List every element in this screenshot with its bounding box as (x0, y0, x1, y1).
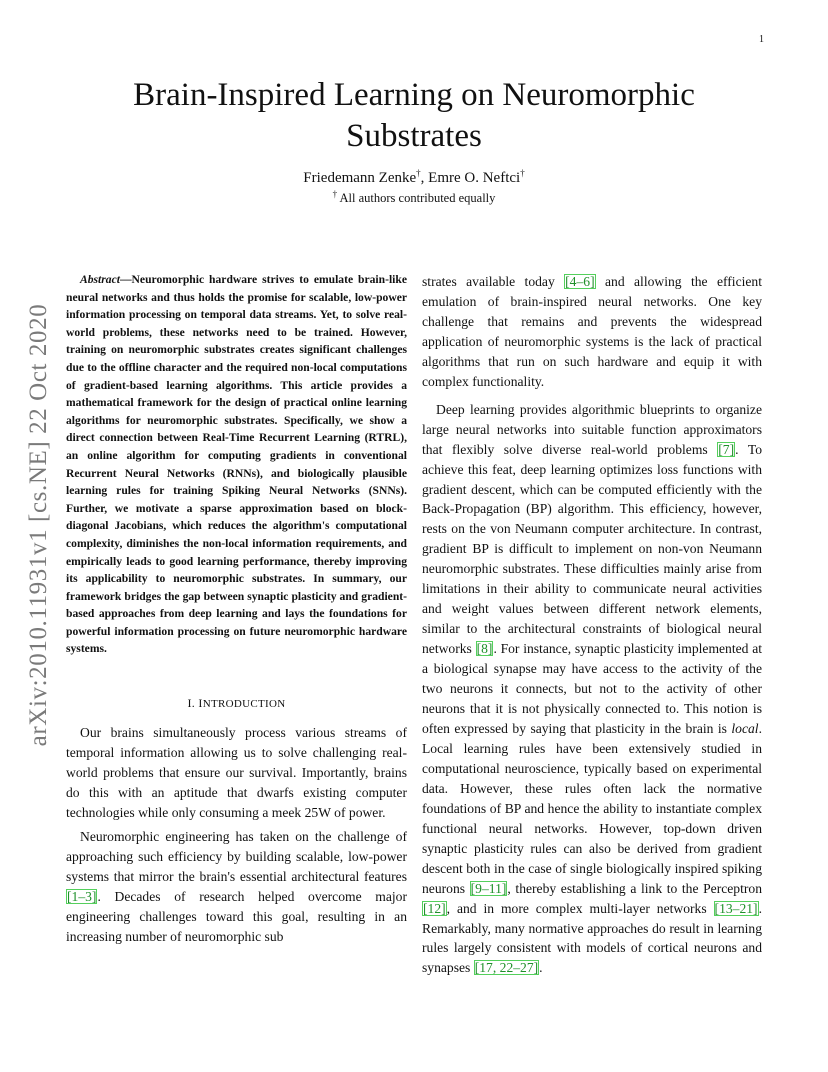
dagger-mark: † (520, 168, 525, 178)
page-number: 1 (759, 34, 764, 45)
abstract (66, 271, 407, 658)
citation-link[interactable]: [4–6] (565, 274, 595, 289)
paragraph-text: and allowing the efficient emulation of brain-inspired neural networks. One key challenge that remains and prevents the widespread application of neuromorphic systems is the lack of practical algorithms that run on such hardware and equip it with complex functionality. (422, 274, 763, 389)
emphasis-text: local (731, 720, 759, 736)
paragraph-text: strates available today (422, 274, 565, 289)
citation-link[interactable]: [17, 22–27] (474, 960, 539, 976)
paragraph-text: Deep learning provides algorithmic blueprints to organize large neural networks into suitable function approximators that flexibly solve diverse real-world problems (422, 401, 762, 457)
intro-paragraph-3 (422, 400, 762, 979)
arxiv-identifier: arXiv:2010.11931v1 [cs.NE] 22 Oct 2020 (25, 303, 52, 747)
citation-link[interactable]: [13–21] (714, 900, 758, 916)
left-column (66, 271, 407, 947)
title-line-1: Brain-Inspired Learning on Neuromorphic (133, 77, 695, 113)
paragraph-text: . For instance, synaptic plasticity implemented at a biological synapse may have access to the activity of the two neurons it connects, but not to the activity of other neurons that it is not physically connected to. This notion is often expressed by saying that plasticity in the brain is (422, 641, 762, 736)
paragraph-text: , thereby establishing a link to the Perceptron (507, 880, 763, 896)
paragraph-text: Neuromorphic engineering has taken on the challenge of approaching such efficiency by building scalable, low-power systems that mirror the brain's essential architectural features (66, 828, 407, 884)
paragraph-text: . To achieve this feat, deep learning optimizes loss functions with gradient descent, which can be computed efficiently with the Back-Propagation (BP) algorithm. This efficiency, however, rests on the von Neumann computer architecture. In contrast, gradient BP is difficult to implement on non-von Neumann neuromorphic substrates. These difficulties mainly arise from limitations in their ability to communicate neural activities and weight values between different network elements, similar to the architectural constraints of biological neural networks (422, 441, 763, 657)
section-rest: NTRODUCTION (202, 698, 286, 711)
intro-paragraph-1: Our brains simultaneously process various streams of temporal information allowing us to solve challenging real-world problems that ensure our survival. Importantly, brains do this with an aptitude that dwarfs existing computer technologies while only consuming a meek 25W of power. (66, 725, 407, 820)
abstract-label: Abstract (80, 273, 120, 286)
paragraph-text: . Decades of research helped overcome major engineering challenges toward this goal, resulting in an increasing number of neuromorphic sub (66, 888, 407, 944)
paragraph-text: . Local learning rules have been extensively studied in computational neuroscience, typically based on experimental data. However, these rules often lack the normative foundations of BP and hence the ability to instantiate complex functional neural networks. However, top-down driven synaptic plasticity rules can also be derived from gradient descent both in the case of single biologically inspired spiking neurons (422, 720, 762, 896)
citation-link[interactable]: [8] (476, 641, 493, 657)
citation-link[interactable]: [1–3] (67, 888, 97, 904)
section-numeral: I. (187, 696, 199, 711)
paragraph-text: . Remarkably, many normative approaches do result in learning rules largely consistent with models of cortical neurons and synapses (422, 900, 762, 976)
equal-contribution-note (100, 190, 728, 206)
author-separator: , (420, 170, 429, 186)
paragraph-text: , and in more complex multi-layer networks (446, 900, 714, 916)
citation-link[interactable]: [7] (718, 441, 735, 457)
title-line-2: Substrates (346, 118, 482, 154)
intro-paragraph-2-continued (422, 272, 762, 392)
citation-link[interactable]: [12] (423, 900, 446, 916)
right-column (422, 272, 762, 978)
abstract-text: —Neuromorphic hardware strives to emulate brain-like neural networks and thus holds the promise for scalable, low-power information processing on temporal data streams. Yet, to solve real-world problems, these networks need to be trained. However, training on neuromorphic substrates creates significant challenges due to the offline character and the required non-local computations of gradient-based learning algorithms. This article provides a mathematical framework for the design of practical online learning algorithms for neuromorphic substrates. Specifically, we show a direct connection between Real-Time Recurrent Learning (RTRL), an online algorithm for computing gradients in conventional Recurrent Neural Networks (RNNs), and biologically plausible learning rules for training Spiking Neural Networks (SNNs). Further, we motivate a sparse approximation based on block-diagonal Jacobians, which reduces the algorithm's computational complexity, diminishes the non-local information requirements, and empirically leads to good learning performance, thereby improving its applicability to neuromorphic substrates. In summary, our framework bridges the gap between synaptic plasticity and gradient-based approaches from deep learning and lays the foundations for powerful information processing on future neuromorphic hardware systems. (66, 273, 407, 656)
author-name: Friedemann Zenke (303, 170, 417, 186)
dagger-mark: † (416, 168, 421, 178)
citation-link[interactable]: [9–11] (470, 880, 507, 896)
author-name: Emre O. Neftci (428, 170, 521, 186)
intro-paragraph-2 (66, 827, 407, 947)
paragraph-text: . (539, 960, 543, 976)
author-list (100, 168, 728, 188)
equal-contribution-text: All authors contributed equally (337, 191, 496, 205)
dagger-mark: † (332, 188, 338, 199)
section-heading-introduction (66, 696, 407, 711)
section-initial: I (198, 696, 203, 711)
paper-title (100, 75, 728, 157)
arxiv-sidebar (14, 290, 64, 760)
